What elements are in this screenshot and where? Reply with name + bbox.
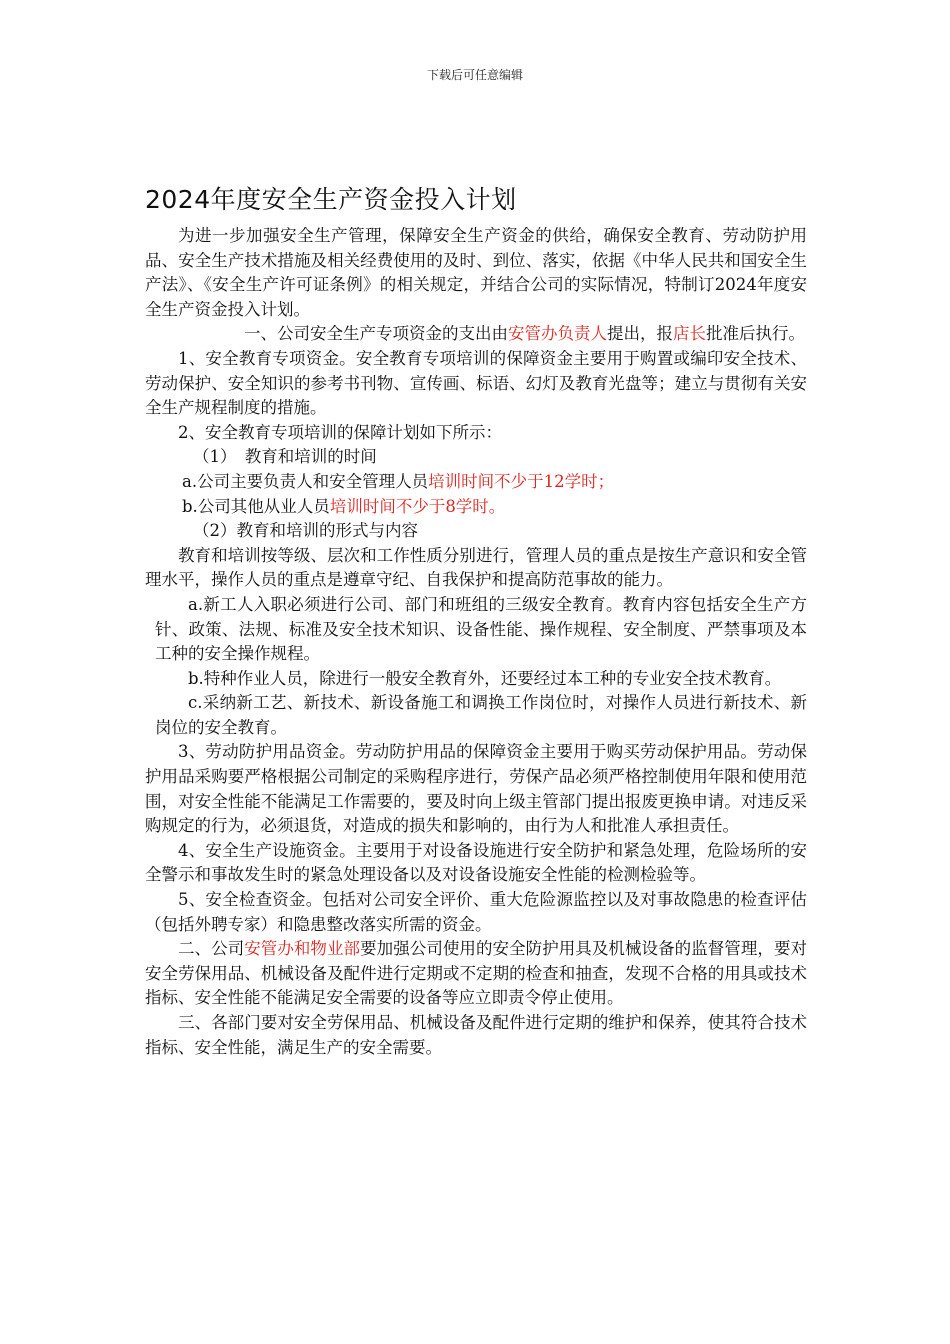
page-title: 2024年度安全生产资金投入计划 [145, 185, 517, 214]
section-one-paragraph [145, 322, 807, 347]
section-one-text-c: 批准后执行。 [706, 324, 805, 344]
training-hours-a-text: a.公司主要负责人和安全管理人员 [182, 471, 429, 491]
training-hours-a-highlight: 培训时间不少于12学时； [428, 471, 615, 491]
section-three-paragraph: 三、各部门要对安全劳保用品、机械设备及配件进行定期的维护和保养，使其符合技术指标、安全性能，满足生产的安全需要。 [145, 1013, 807, 1057]
training-hours-b-text: b.公司其他从业人员 [182, 496, 330, 516]
item-1-paragraph: 1、安全教育专项资金。安全教育专项培训的保障资金主要用于购置或编印安全技术、劳动保护、安全知识的参考书刊物、宣传画、标语、幻灯及教育光盘等；建立与贯彻有关安全生产规程制度的措施。 [145, 348, 807, 418]
education-item-b: b.特种作业人员，除进行一般安全教育外，还要经过本工种的专业安全技术教育。 [188, 668, 782, 688]
section-one-highlight-responsible: 安管办负责人 [508, 324, 607, 344]
item-5-paragraph: 5、安全检查资金。包括对公司安全评价、重大危险源监控以及对事故隐患的检查评估（包括外聘专家）和隐患整改落实所需的资金。 [145, 890, 807, 934]
item-2-paragraph: 2、安全教育专项培训的保障计划如下所示： [178, 422, 502, 442]
training-hours-b [145, 495, 807, 520]
education-item-a: a.新工人入职必须进行公司、部门和班组的三级安全教育。教育内容包括安全生产方针、政策、法规、标准及安全技术知识、设备性能、操作规程、安全制度、严禁事项及本工种的安全操作规程。 [155, 594, 807, 664]
item-2-2-heading: （2）教育和培训的形式与内容 [193, 521, 418, 541]
training-hours-b-highlight: 培训时间不少于8学时。 [329, 496, 506, 516]
document-body [145, 224, 807, 1060]
section-one-highlight-manager: 店长 [673, 324, 706, 344]
section-two-text-b: 要加强公司使用的安全防护用具及机械设备的监督管理，要对安全劳保用品、机械设备及配件进行定期或不定期的检查和抽查，发现不合格的用具或技术指标、安全性能不能满足安全需要的设备等应立即责令停止使用。 [145, 939, 808, 1008]
header-note: 下载后可任意编辑 [426, 68, 523, 82]
item-4-paragraph: 4、安全生产设施资金。主要用于对设备设施进行安全防护和紧急处理，危险场所的安全警示和事故发生时的紧急处理设备以及对设备设施安全性能的检测检验等。 [145, 840, 807, 885]
item-2-1-heading: （1） 教育和培训的时间 [193, 447, 377, 467]
section-two-highlight: 安管办和物业部 [244, 939, 361, 959]
education-item-c: c.采纳新工艺、新技术、新设备施工和调换工作岗位时，对操作人员进行新技术、新岗位的安全教育。 [155, 693, 807, 737]
section-two-text-a: 二、公司 [178, 939, 245, 959]
section-two-paragraph [145, 937, 807, 1011]
section-one-text-b: 提出，报 [607, 324, 673, 344]
section-one-text-a: 一、公司安全生产专项资金的支出由 [244, 324, 508, 344]
training-hours-a [145, 470, 807, 495]
education-paragraph: 教育和培训按等级、层次和工作性质分别进行，管理人员的重点是按生产意识和安全管理水平，操作人员的重点是遵章守纪、自我保护和提高防范事故的能力。 [145, 545, 807, 590]
intro-paragraph: 为进一步加强安全生产管理，保障安全生产资金的供给，确保安全教育、劳动防护用品、安全生产技术措施及相关经费使用的及时、到位、落实，依据《中华人民共和国安全生产法》、《安全生产许可证条例》的相关规定，并结合公司的实际情况，特制订2024年度安全生产资金投入计划。 [145, 226, 807, 319]
item-3-paragraph: 3、劳动防护用品资金。劳动防护用品的保障资金主要用于购买劳动保护用品。劳动保护用品采购要严格根据公司制定的采购程序进行，劳保产品必须严格控制使用年限和使用范围，对安全性能不能满足工作需要的，要及时向上级主管部门提出报废更换申请。对违反采购规定的行为，必须退货，对造成的损失和影响的，由行为人和批准人承担责任。 [145, 742, 807, 836]
